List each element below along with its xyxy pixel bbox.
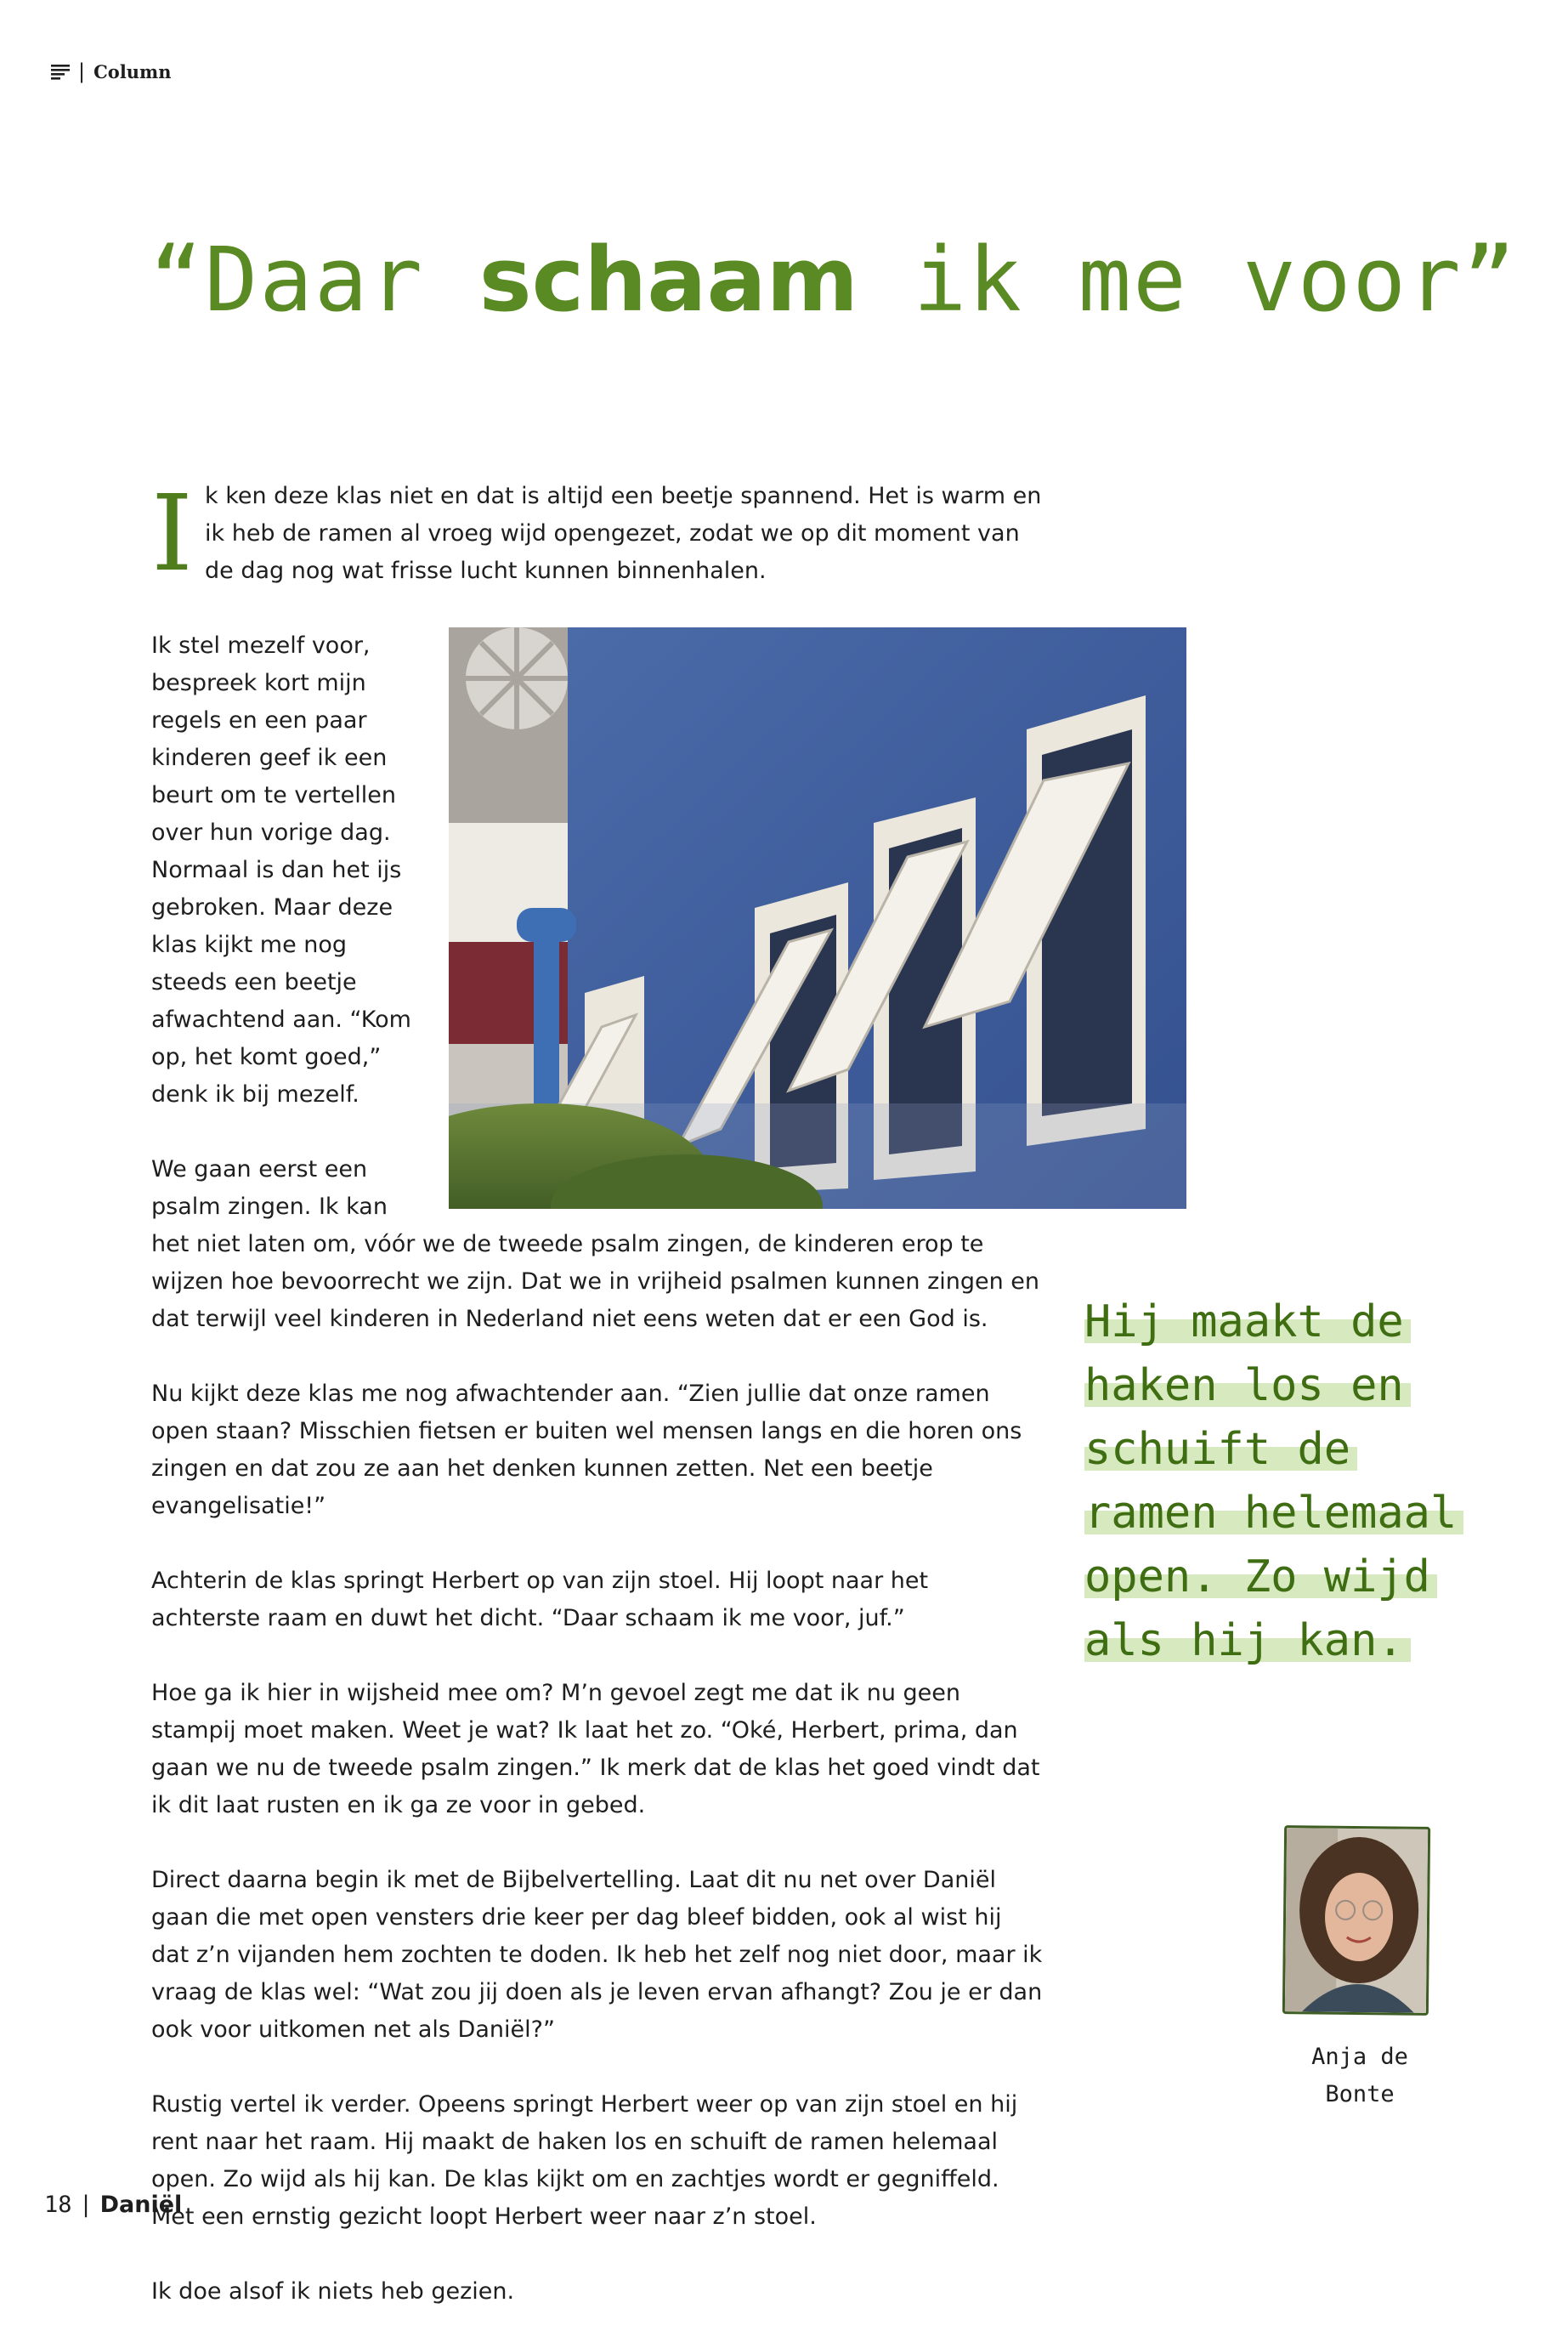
drop-cap: I: [151, 473, 193, 595]
title-open: “Daar: [150, 228, 479, 332]
author-photo: [1282, 1825, 1430, 2016]
intro-text: k ken deze klas niet en dat is altijd een beetje spannend. Het is warm en ik heb de ramen al vroeg wijd opengezet, zodat we op dit moment van de dag nog wat frisse lucht kunnen binnenhalen.: [204, 483, 1042, 584]
page-number: 18: [44, 2192, 72, 2218]
paragraph: Ik stel mezelf voor, bespreek kort mijn regels en een paar kinderen geef ik een beurt om te vertellen over hun vorige dag. Normaal is dan het ijs gebroken. Maar deze klas kijkt me nog steeds een beetje afwachtend aan. “Kom op, het komt goed,” denk ik bij mezelf.: [151, 632, 411, 1108]
pull-quote: [1084, 1290, 1458, 1673]
title-bold-word: schaam: [478, 228, 859, 332]
author-name-line2: Bonte: [1325, 2081, 1395, 2107]
footer-separator: |: [82, 2192, 90, 2218]
page-footer: [44, 2192, 182, 2218]
paragraph: Ik doe alsof ik niets heb gezien.: [151, 2278, 515, 2305]
author-portrait: [1285, 1828, 1428, 2013]
title-close: ik me voor”: [858, 228, 1518, 332]
author-name-line1: Anja de: [1311, 2044, 1408, 2070]
windows-photo: [449, 627, 1186, 1209]
intro-paragraph: [151, 473, 1044, 595]
pull-quote-text: Hij maakt de haken los en schuift de ramen helemaal open. Zo wijd als hij kan.: [1084, 1296, 1463, 1666]
text-lines-icon: [51, 63, 70, 80]
article-title: [150, 228, 1517, 332]
photo-float: [440, 627, 1186, 1216]
header-separator: |: [78, 60, 86, 83]
author-name: [1275, 2039, 1445, 2113]
paragraph: Rustig vertel ik verder. Opeens springt Herbert weer op van zijn stoel en hij rent naar het raam. Hij maakt de haken los en schuift de ramen helemaal open. Zo wijd als hij kan. De klas kijkt om en zachtjes wordt er gegniffeld. Met een ernstig gezicht loopt Herbert weer naar z’n stoel.: [151, 2091, 1018, 2230]
section-label: Column: [93, 60, 172, 82]
paragraph: Direct daarna begin ik met de Bijbelvertelling. Laat dit nu net over Daniël gaan die met open vensters drie keer per dag bleef bidden, ook al wist hij dat z’n vijanden hem zochten te doden. Ik heb het zelf nog niet door, maar ik vraag de klas wel: “Wat zou jij doen als je leven ervan afhangt? Zou je er dan ook voor uitkomen net als Daniël?”: [151, 1867, 1043, 2043]
article-body: [151, 473, 1044, 2348]
magazine-name: Daniël: [99, 2192, 183, 2218]
page-header: [51, 60, 172, 83]
paragraph: Nu kijkt deze klas me nog afwachtender aan. “Zien jullie dat onze ramen open staan? Misschien fietsen er buiten wel mensen langs en die horen ons zingen en dat zou ze aan het denken kunnen zetten. Net een beetje evangelisatie!”: [151, 1381, 1022, 1519]
paragraph: Achterin de klas springt Herbert op van zijn stoel. Hij loopt naar het achterste raam en duwt het dicht. “Daar schaam ik me voor, juf.”: [151, 1568, 929, 1631]
paragraph: We gaan eerst een psalm zingen. Ik kan het niet laten om, vóór we de tweede psalm zingen, de kinderen erop te wijzen hoe bevoorrecht we zijn. Dat we in vrijheid psalmen kunnen zingen en dat terwijl veel kinderen in Nederland niet eens weten dat er een God is.: [151, 1156, 1040, 1332]
paragraph: Hoe ga ik hier in wijsheid mee om? M’n gevoel zegt me dat ik nu geen stampij moet maken. Weet je wat? Ik laat het zo. “Oké, Herbert, prima, dan gaan we nu de tweede psalm zingen.” Ik merk dat de klas het goed vindt dat ik dit laat rusten en ik ga ze voor in gebed.: [151, 1680, 1040, 1818]
